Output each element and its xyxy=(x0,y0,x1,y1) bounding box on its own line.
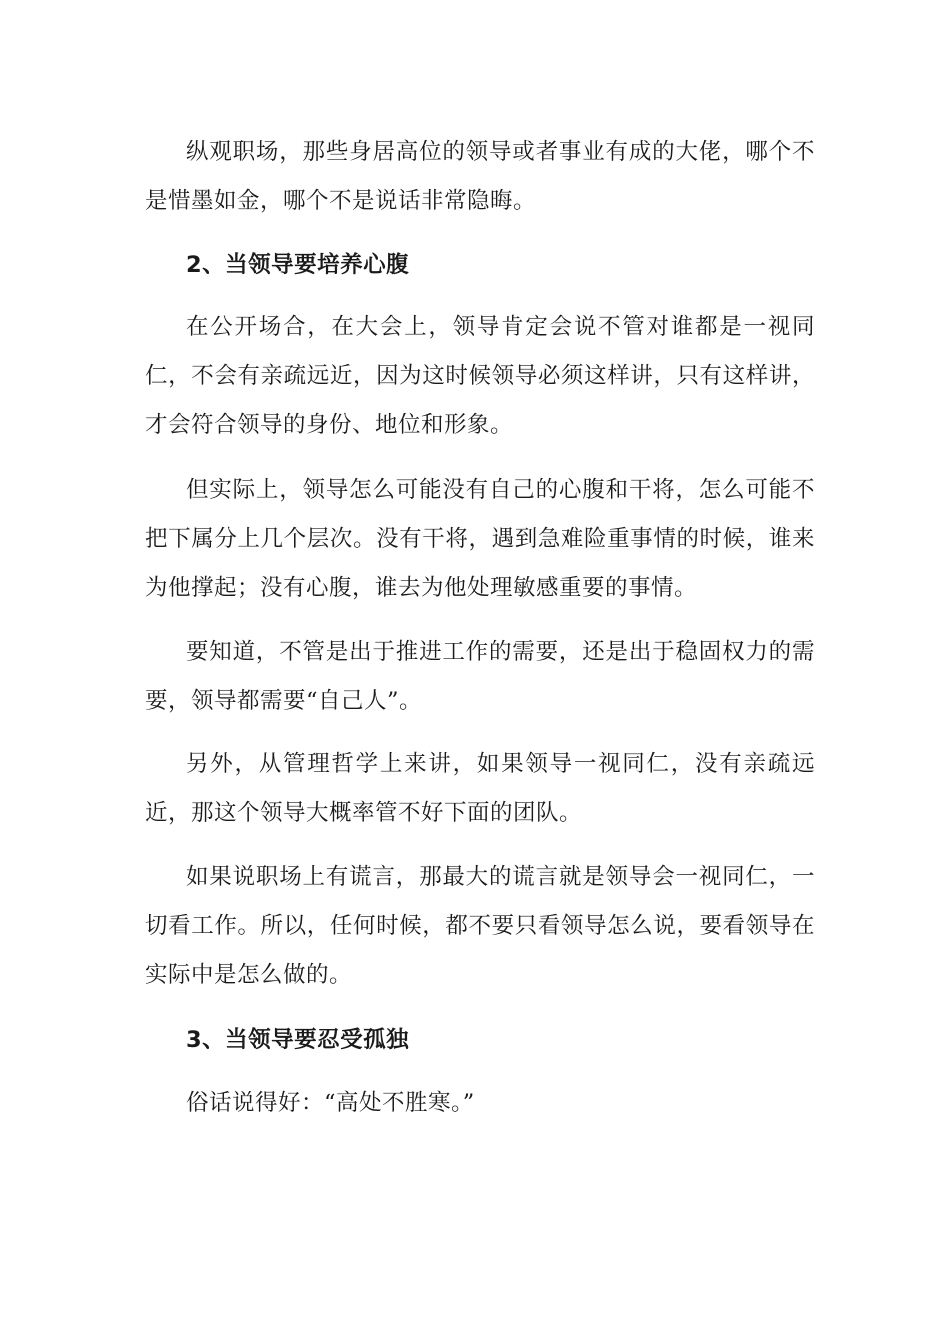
paragraph-3: 但实际上，领导怎么可能没有自己的心腹和干将，怎么可能不把下属分上几个层次。没有干将，遇到急难险重事情的时候，谁来为他撑起；没有心腹，谁去为他处理敏感重要的事情。 xyxy=(145,477,815,601)
paragraph-7: 俗话说得好：“高处不胜寒。” xyxy=(186,1090,475,1116)
paragraph-4: 要知道，不管是出于推进工作的需要，还是出于稳固权力的需要，领导都需要“自己人”。 xyxy=(145,639,815,714)
paragraph-2: 在公开场合，在大会上，领导肯定会说不管对谁都是一视同仁，不会有亲疏远近，因为这时候领导必须这样讲，只有这样讲，才会符合领导的身份、地位和形象。 xyxy=(145,314,815,438)
paragraph-1: 纵观职场，那些身居高位的领导或者事业有成的大佬，哪个不是惜墨如金，哪个不是说话非常隐晦。 xyxy=(145,139,815,214)
section-heading-2: 2、当领导要培养心腹 xyxy=(186,252,410,278)
section-heading-3: 3、当领导要忍受孤独 xyxy=(186,1027,410,1053)
paragraph-6: 如果说职场上有谎言，那最大的谎言就是领导会一视同仁，一切看工作。所以，任何时候，都不要只看领导怎么说，要看领导在实际中是怎么做的。 xyxy=(145,864,815,988)
paragraph-5: 另外，从管理哲学上来讲，如果领导一视同仁，没有亲疏远近，那这个领导大概率管不好下面的团队。 xyxy=(145,751,815,826)
